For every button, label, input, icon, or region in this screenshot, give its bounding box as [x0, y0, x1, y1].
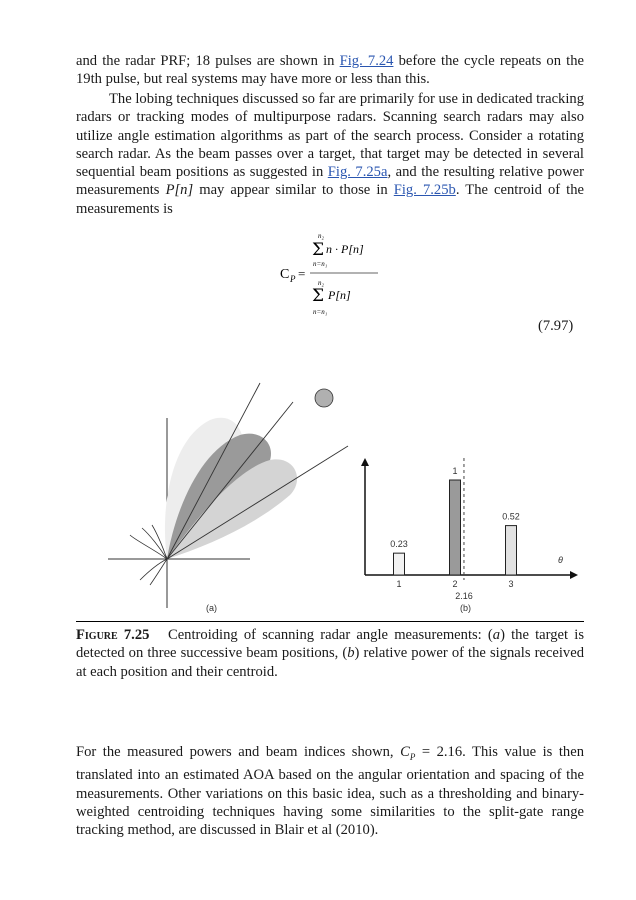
- sidelobe-1: [130, 535, 167, 559]
- target-circle: [315, 389, 333, 407]
- eq-num-sigma: Σ: [312, 240, 325, 260]
- paragraph-3: For the measured powers and beam indices shown, $C_P = 2.16$. This value is then translated into an estimated AOA based on the angular orientation and spacing of the measurements. Other variations on this basic idea, such as a thresholding and binary-weighted centroiding techniques having some similarities to the split-gate range tracking method, are discussed in Blair et al (2010).: [76, 744, 585, 839]
- paragraph-2: The lobing techniques discussed so far are primarily for use in dedicated tracking radars or tracking modes of multipurpose radars. Scanning search radars may also utilize angle estimation algorithms as part of the search process. Consider a rotating search radar. As the beam passes over a target, that target may be detected in several sequential beam positions as suggested in Fig. 7.25a, and the resulting relative power measurements P[n] may appear similar to those in Fig. 7.25b. The centroid of the measurements is: [76, 91, 585, 217]
- fig-7-24-link[interactable]: Fig. 7.24: [339, 53, 394, 69]
- bar-value-label-2: 1: [452, 466, 458, 476]
- eq-numerator: n · P[n]: [326, 242, 364, 256]
- x-axis-arrow: [570, 571, 578, 579]
- eq-den-lower: n=n₁: [313, 308, 328, 316]
- x-tick-label-1: 1: [396, 579, 402, 589]
- paragraph-1: and the radar PRF; 18 pulses are shown in Fig. 7.24 before the cycle repeats on the 19th pulse, but real systems may have more or less than this.: [76, 53, 584, 88]
- x-tick-label-2: 2: [452, 579, 458, 589]
- panel-a-beams: [108, 383, 348, 613]
- eq-equals: =: [298, 266, 306, 281]
- caption-rule: [76, 621, 584, 622]
- sidelobe-4: [140, 559, 167, 580]
- panel-a-label: (a): [206, 603, 217, 613]
- bar-value-label-1: 0.23: [390, 539, 408, 550]
- fig-7-25b-link[interactable]: Fig. 7.25b: [393, 182, 456, 199]
- bar-value-label-3: 0.52: [502, 511, 520, 522]
- sidelobe-5: [150, 559, 167, 585]
- eq-num-upper: n₂: [318, 232, 324, 240]
- sidelobe-2: [142, 528, 167, 559]
- figure-7-25: [100, 380, 580, 618]
- x-axis-label: θ: [558, 555, 563, 565]
- equation-number: (7.97): [538, 318, 574, 334]
- x-tick-label-3: 3: [508, 579, 514, 589]
- panel-b-label: (b): [460, 603, 471, 613]
- panel-b-chart: [361, 458, 578, 613]
- centroid-equation: [280, 228, 400, 324]
- eq-lhs-sub: P: [290, 274, 296, 284]
- eq-den-upper: n₂: [318, 279, 324, 287]
- centroid-label: 2.16: [455, 591, 473, 601]
- y-axis-arrow: [361, 458, 369, 466]
- fig-7-25a-link[interactable]: Fig. 7.25a: [327, 164, 388, 181]
- eq-lhs: C: [280, 267, 290, 282]
- eq-num-lower: n=n₁: [313, 260, 328, 268]
- figure-caption: Figure 7.25 Centroiding of scanning radar angle measurements: (a) the target is detected on three successive beam positions, (b) relative power of the signals received at each position and their centroid.: [76, 627, 584, 680]
- bar-2: [450, 480, 461, 575]
- bar-3: [506, 526, 517, 575]
- eq-den-sigma: Σ: [312, 286, 325, 306]
- bar-1: [394, 553, 405, 575]
- eq-denominator: P[n]: [328, 288, 351, 302]
